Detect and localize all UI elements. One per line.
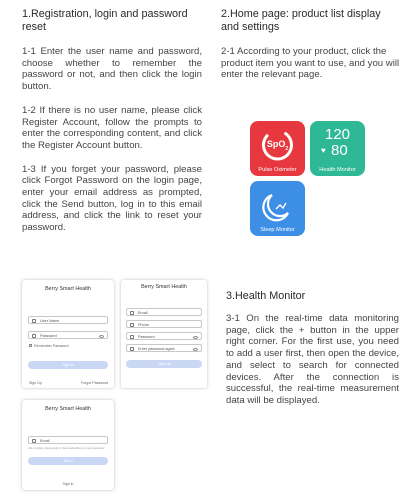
remember-label: Remember Password: [34, 343, 69, 348]
hm-value2: 80: [331, 142, 348, 159]
section3-heading: 3.Health Monitor: [226, 290, 306, 302]
hm-value1: 120: [324, 126, 351, 143]
eye-icon[interactable]: [193, 336, 198, 339]
register-phone-placeholder: Phone: [138, 322, 149, 327]
login-username-field[interactable]: [28, 316, 108, 324]
reset-signin-link[interactable]: Sign in: [62, 482, 74, 486]
user-icon: [32, 319, 36, 323]
lock-icon: [32, 334, 36, 338]
lock-icon: [130, 335, 134, 339]
signup-link[interactable]: Sign Up: [29, 381, 42, 385]
section3-para1: 3-1 On the real-time data monitoring page, click the + button in the upper right corner. For the first use, you need to add a user first, then open the device, and select to search for connected devices. After the connection is successful, the real-time measurement data will be displayed.: [226, 313, 399, 406]
signin-button[interactable]: Sign in: [28, 361, 108, 369]
register-phone-field[interactable]: [126, 320, 202, 328]
section2-heading: 2.Home page: product list display and settings: [221, 8, 381, 33]
reset-email-placeholder: Email: [40, 438, 50, 443]
email-icon: [130, 311, 134, 315]
health-monitor-label: Health Monitor: [319, 167, 356, 173]
login-username-placeholder: User Name: [40, 318, 60, 323]
section-home-page: [221, 8, 401, 81]
section1-heading: 1.Registration, login and password reset: [22, 8, 188, 33]
reset-email-field[interactable]: [28, 436, 108, 444]
register-password-again-placeholder: Enter password again: [138, 346, 175, 351]
login-password-field[interactable]: [28, 331, 108, 339]
section-health-monitor: [226, 290, 399, 407]
section2-para1: 2-1 According to your product, click the product item you want to use, and you will enter the relevant page.: [221, 46, 400, 81]
login-title: Berry Smart Health: [45, 286, 91, 292]
heart-icon: ♥: [321, 146, 326, 155]
register-screen: [121, 280, 207, 388]
login-password-placeholder: Password: [40, 333, 57, 338]
register-password-placeholder: Password: [138, 334, 155, 339]
remember-checkbox[interactable]: [29, 344, 32, 347]
spo2-text: SpO: [266, 139, 286, 149]
register-email-placeholder: Email: [138, 310, 148, 315]
sleep-monitor-app[interactable]: [250, 181, 305, 236]
register-signup-button[interactable]: Sign Up: [126, 360, 202, 368]
eye-icon[interactable]: [99, 335, 104, 338]
pulse-oximeter-label: Pulse Oximeter: [258, 167, 297, 173]
sleep-monitor-label: Sleep Monitor: [260, 227, 295, 233]
section-registration: [22, 8, 202, 234]
reset-title: Berry Smart Health: [45, 406, 91, 412]
send-button[interactable]: Send: [28, 457, 108, 465]
section1-para1: 1-1 Enter the user name and password, choose whether to remember the password or not, and then click the login button.: [22, 46, 202, 93]
pulse-oximeter-app[interactable]: [250, 121, 305, 176]
email-icon: [32, 439, 36, 443]
app-icon-grid: [248, 121, 374, 241]
reset-hint: After sending, please login to this email address to reset password: [28, 447, 105, 450]
reset-password-screen: [22, 400, 114, 490]
spo2-sub: 2: [285, 145, 289, 152]
phone-icon: [130, 323, 134, 327]
forgot-password-link[interactable]: Forgot Password: [80, 381, 108, 385]
section1-para2: 1-2 If there is no user name, please click Register Account, follow the prompts to enter the corresponding content, and click the Register Account button.: [22, 104, 202, 151]
eye-icon[interactable]: [193, 348, 198, 351]
register-password-again-field[interactable]: [126, 344, 202, 352]
login-screen: [22, 280, 114, 388]
register-email-field[interactable]: [126, 308, 202, 316]
health-monitor-app[interactable]: [310, 121, 365, 176]
section1-para3: 1-3 If you forget your password, please click Forgot Password on the login page, enter your email address as prompted, click the Send button, log in to this email address, and click the link to reset your password.: [22, 163, 202, 234]
register-title: Berry Smart Health: [141, 284, 187, 290]
lock-icon: [130, 347, 134, 351]
register-password-field[interactable]: [126, 332, 202, 340]
